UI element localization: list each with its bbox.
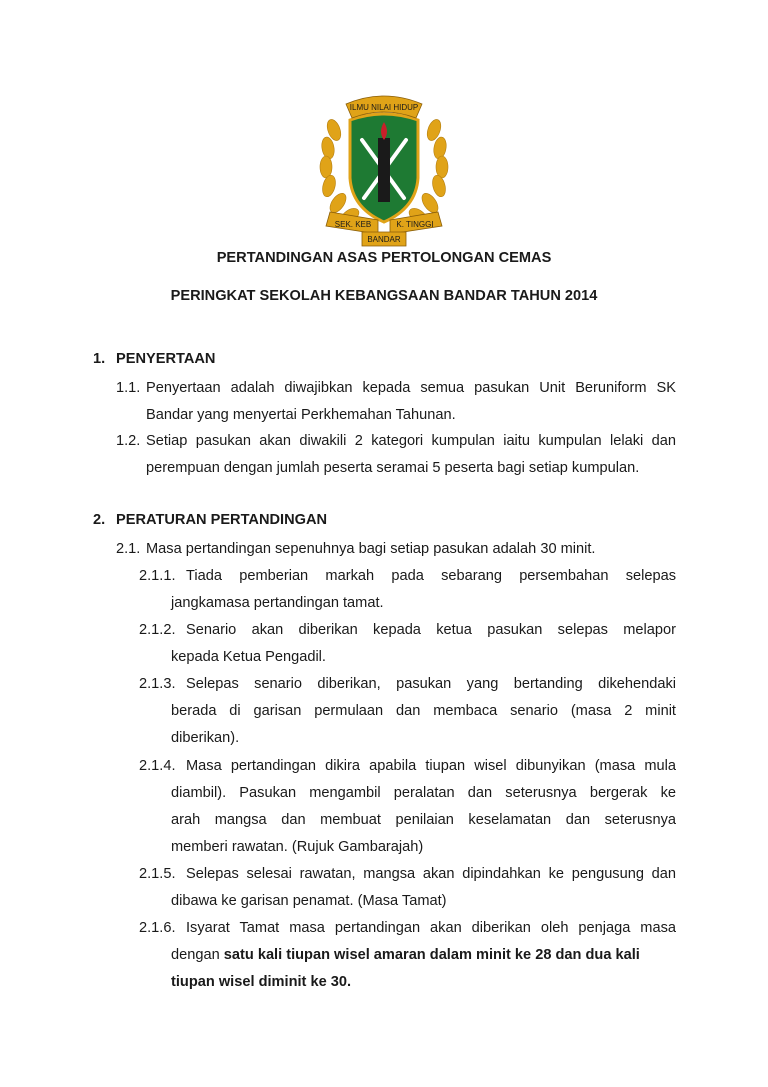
- section-2-heading: PERATURAN PERTANDINGAN: [116, 512, 328, 528]
- item-1-2-line1: Setiap pasukan akan diwakili 2 kategori kumpulan iaitu kumpulan lelaki dan: [146, 433, 676, 449]
- subitem-2-1-3-number: 2.1.3.: [139, 676, 176, 692]
- item-1-2-number: 1.2.: [116, 433, 141, 449]
- subitem-2-1-4-number: 2.1.4.: [139, 758, 176, 774]
- subitem-2-1-3-line3: diberikan).: [171, 730, 240, 746]
- subitem-2-1-2-line2: kepada Ketua Pengadil.: [171, 649, 326, 665]
- subitem-2-1-4-line1: Masa pertandingan dikira apabila tiupan wisel dibunyikan (masa mula: [186, 758, 676, 774]
- subitem-2-1-4-line3: arah mangsa dan membuat penilaian keselamatan dan seterusnya: [171, 812, 676, 828]
- section-1-number: 1.: [93, 351, 106, 367]
- subitem-2-1-5-number: 2.1.5.: [139, 866, 176, 882]
- subitem-2-1-3-line2: berada di garisan permulaan dan membaca senario (masa 2 minit: [171, 703, 676, 719]
- item-1-1-number: 1.1.: [116, 380, 141, 396]
- school-crest-logo: [316, 90, 452, 250]
- subitem-2-1-3-line1: Selepas senario diberikan, pasukan yang bertanding dikehendaki: [186, 676, 676, 692]
- logo-ribbon-top: ILMU NILAI HIDUP: [349, 103, 419, 112]
- item-1-2-line2: perempuan dengan jumlah peserta seramai 5 peserta bagi setiap kumpulan.: [146, 460, 640, 476]
- subitem-2-1-4-line4: memberi rawatan. (Rujuk Gambarajah): [171, 839, 424, 855]
- subitem-2-1-2-line1: Senario akan diberikan kepada ketua pasukan selepas melapor: [186, 622, 676, 638]
- subitem-2-1-5-line1: Selepas selesai rawatan, mangsa akan dipindahkan ke pengusung dan: [186, 866, 676, 882]
- subitem-2-1-1-line2: jangkamasa pertandingan tamat.: [171, 595, 384, 611]
- subitem-2-1-6-line2: [171, 946, 676, 964]
- subitem-2-1-6-line1: Isyarat Tamat masa pertandingan akan diberikan oleh penjaga masa: [186, 920, 676, 936]
- subitem-2-1-6-line2-plain: dengan: [171, 947, 224, 963]
- document-subtitle: PERINGKAT SEKOLAH KEBANGSAAN BANDAR TAHUN 2014: [170, 288, 598, 304]
- logo-ribbon-right: K. TINGGI: [396, 220, 434, 229]
- subitem-2-1-2-number: 2.1.2.: [139, 622, 176, 638]
- section-2-number: 2.: [93, 512, 106, 528]
- subitem-2-1-1-number: 2.1.1.: [139, 568, 176, 584]
- item-2-1-line1: Masa pertandingan sepenuhnya bagi setiap pasukan adalah 30 minit.: [146, 541, 596, 557]
- subitem-2-1-6-line2-bold: satu kali tiupan wisel amaran dalam minit ke 28 dan dua kali: [223, 947, 640, 963]
- logo-ribbon-left: SEK. KEB: [334, 220, 372, 229]
- document-title: PERTANDINGAN ASAS PERTOLONGAN CEMAS: [216, 250, 552, 266]
- section-1-heading: PENYERTAAN: [116, 351, 216, 367]
- logo-ribbon-base: BANDAR: [367, 235, 401, 244]
- subitem-2-1-5-line2: dibawa ke garisan penamat. (Masa Tamat): [171, 893, 447, 909]
- subitem-2-1-6-line3-bold: tiupan wisel diminit ke 30.: [171, 974, 352, 990]
- item-1-1-line1: Penyertaan adalah diwajibkan kepada semua pasukan Unit Beruniform SK: [146, 380, 676, 396]
- subitem-2-1-1-line1: Tiada pemberian markah pada sebarang persembahan selepas: [186, 568, 676, 584]
- subitem-2-1-4-line2: diambil). Pasukan mengambil peralatan dan seterusnya bergerak ke: [171, 785, 676, 801]
- subitem-2-1-6-number: 2.1.6.: [139, 920, 176, 936]
- item-1-1-line2: Bandar yang menyertai Perkhemahan Tahunan.: [146, 407, 456, 423]
- item-2-1-number: 2.1.: [116, 541, 141, 557]
